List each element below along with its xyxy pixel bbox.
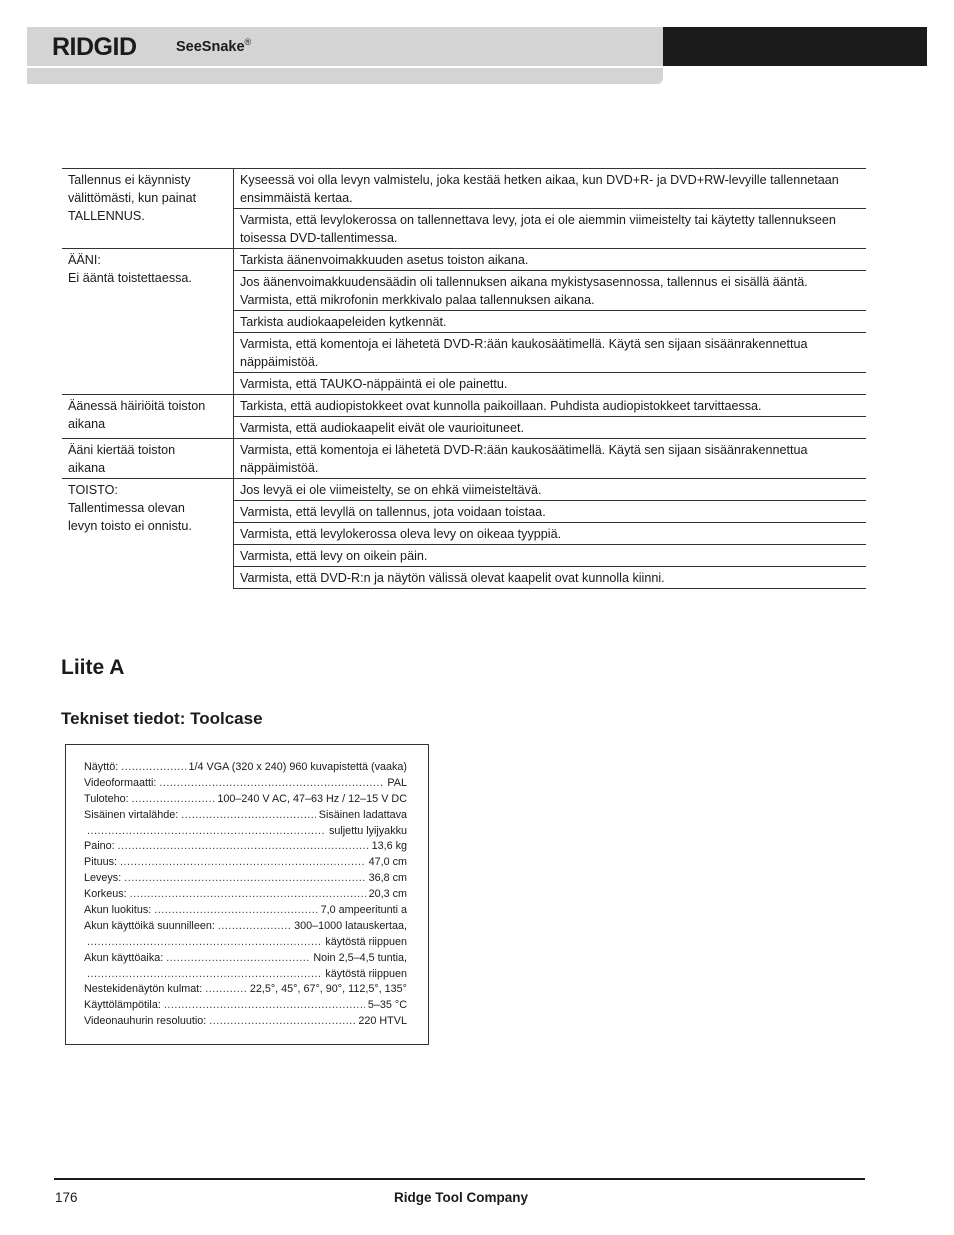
solution-cell: Kyseessä voi olla levyn valmistelu, joka kestää hetken aikaa, kun DVD+R- ja DVD+RW-levyille tallennetaan ensimmäistä kertaa. [234,169,867,209]
dot-leader [121,760,185,776]
table-row [62,479,866,501]
spec-value: 36,8 cm [368,872,407,885]
spec-label: Pituus: [84,856,118,869]
solution-cell: Jos levyä ei ole viimeistelty, se on ehkä viimeisteltävä. [234,479,867,501]
spec-value: käytöstä riippuen [325,967,407,980]
dot-leader [166,951,310,967]
spec-row [84,760,407,776]
dot-leader [218,919,291,935]
spec-value: 13,6 kg [371,840,407,853]
solution-cell: Tarkista, että audiopistokkeet ovat kunnolla paikoillaan. Puhdista audiopistokkeet tarvittaessa. [234,395,867,417]
dot-leader [87,935,322,951]
solution-cell: Varmista, että DVD-R:n ja näytön välissä olevat kaapelit ovat kunnolla kiinni. [234,567,867,589]
spec-row [84,887,407,903]
problem-text: Tallennus ei käynnisty välittömästi, kun painat TALLENNUS. [68,173,197,223]
dot-leader [87,967,322,983]
spec-value: 5–35 °C [367,999,407,1012]
spec-row [84,839,407,855]
spec-label: Leveys: [84,872,122,885]
spec-value: PAL [387,776,407,789]
dot-leader [118,839,369,855]
spec-row [84,935,407,951]
problem-text: Ääni kiertää toiston aikana [68,443,176,475]
dot-leader [205,982,247,998]
spec-label: Videonauhurin resoluutio: [84,1015,207,1028]
problem-text: Äänessä häiriöitä toiston aikana [68,399,206,431]
solution-cell: Varmista, että komentoja ei lähetetä DVD-R:ään kaukosäätimellä. Käytä sen sijaan sisäänrakennettua näppäimistöä. [234,439,867,479]
dot-leader [154,903,317,919]
footer-rule [54,1178,865,1180]
specs-list [84,760,407,1030]
spec-value: käytöstä riippuen [325,935,407,948]
troubleshooting-table [62,168,866,589]
dot-leader [130,887,366,903]
spec-label: Akun käyttöikä suunnilleen: [84,919,215,932]
spec-row [84,903,407,919]
problem-text: ÄÄNI: Ei ääntä toistettaessa. [68,253,192,285]
product-name: SeeSnake® [176,37,252,55]
spec-row [84,967,407,983]
table-row [62,169,866,209]
table-row [62,439,866,479]
dot-leader [124,871,365,887]
spec-row [84,1014,407,1030]
spec-label: Nestekidenäytön kulmat: [84,983,203,996]
spec-row [84,871,407,887]
table-row [62,249,866,271]
problem-cell [62,395,234,439]
dot-leader [159,776,384,792]
page-number: 176 [55,1190,78,1205]
spec-value: 22,5°, 45°, 67°, 90°, 112,5°, 135° [249,983,407,996]
solution-cell: Varmista, että levy on oikein päin. [234,545,867,567]
spec-value: Noin 2,5–4,5 tuntia, [313,951,407,964]
spec-label: Käyttölämpötila: [84,999,161,1012]
solution-cell: Varmista, että audiokaapelit eivät ole vaurioituneet. [234,417,867,439]
spec-row [84,776,407,792]
problem-cell [62,439,234,479]
solution-cell: Varmista, että levylokerossa oleva levy on oikeaa tyyppiä. [234,523,867,545]
solution-cell: Varmista, että TAUKO-näppäintä ei ole painettu. [234,373,867,395]
spec-label: Korkeus: [84,888,127,901]
solution-cell: Tarkista äänenvoimakkuuden asetus toiston aikana. [234,249,867,271]
spec-label: Akun luokitus: [84,904,152,917]
spec-label: Tuloteho: [84,792,129,805]
spec-value: Sisäinen ladattava [318,808,407,821]
specs-title: Tekniset tiedot: Toolcase [61,709,263,728]
dot-leader [120,855,366,871]
spec-value: suljettu lyijyakku [328,824,407,837]
dot-leader [132,792,215,808]
spec-label: Videoformaatti: [84,776,157,789]
spec-value: 1/4 VGA (320 x 240) 960 kuvapistettä (vaaka) [188,761,407,773]
solution-cell: Varmista, että komentoja ei lähetetä DVD-R:ään kaukosäätimellä. Käytä sen sijaan sisäänrakennettua näppäimistöä. [234,333,867,373]
dot-leader [87,824,326,840]
appendix-title: Liite A [61,656,125,679]
problem-cell [62,169,234,249]
spec-value: 220 HTVL [358,1015,407,1028]
spec-row [84,919,407,935]
problem-cell [62,249,234,395]
spec-row [84,855,407,871]
spec-row [84,982,407,998]
dot-leader [209,1014,355,1030]
spec-label: Sisäinen virtalähde: [84,808,179,821]
spec-row [84,808,407,824]
header-black-block [663,27,927,66]
header-divider [27,66,663,68]
solution-cell: Varmista, että levylokerossa on tallennettava levy, jota ei ole aiemmin viimeistelty tai käytetty tallennukseen toisessa DVD-tallentimessa. [234,209,867,249]
spec-row [84,998,407,1014]
spec-value: 20,3 cm [368,888,407,901]
table-row [62,395,866,417]
solution-cell: Jos äänenvoimakkuudensäädin oli tallennuksen aikana mykistysasennossa, tallennus ei sisällä ääntä. Varmista, että mikrofonin merkkivalo palaa tallennuksen aikana. [234,271,867,311]
spec-label: Näyttö: [84,761,119,773]
company-name: Ridge Tool Company [394,1190,528,1205]
spec-row [84,824,407,840]
ridgid-logo: RIDGID [52,33,137,61]
spec-value: 300–1000 latauskertaa, [294,919,407,932]
spec-value: 100–240 V AC, 47–63 Hz / 12–15 V DC [217,792,407,805]
solution-cell: Tarkista audiokaapeleiden kytkennät. [234,311,867,333]
spec-label: Akun käyttöaika: [84,951,164,964]
problem-text: TOISTO: Tallentimessa olevan levyn toisto ei onnistu. [68,483,192,533]
spec-row [84,951,407,967]
problem-cell [62,479,234,589]
spec-value: 7,0 ampeeritunti a [320,904,407,917]
dot-leader [181,808,316,824]
dot-leader [164,998,365,1014]
spec-value: 47,0 cm [368,856,407,869]
solution-cell: Varmista, että levyllä on tallennus, jota voidaan toistaa. [234,501,867,523]
spec-row [84,792,407,808]
spec-label: Paino: [84,840,115,853]
